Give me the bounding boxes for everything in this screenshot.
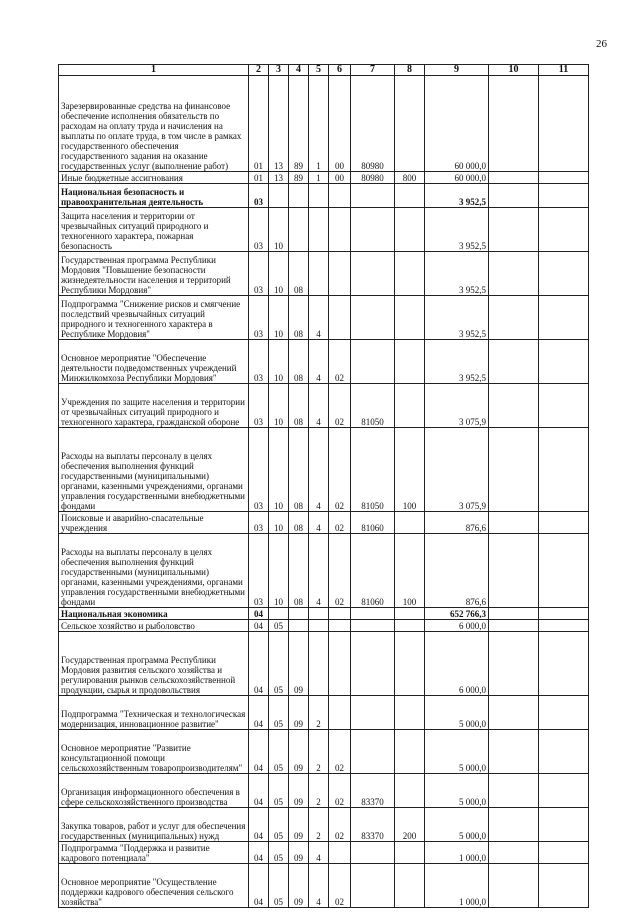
table-row [59,730,589,774]
row-description: Основное мероприятие "Осуществление поддержки кадрового обеспечения сельского хозяйства" [59,864,249,908]
row-code-c5 [309,620,329,632]
row-code-c3: 05 [269,696,289,730]
row-amount: 5 000,0 [425,808,489,842]
table-row [59,208,589,252]
row-code-c3: 10 [269,512,289,534]
row-code-c8 [395,208,425,252]
row-code-c2: 04 [249,808,269,842]
row-code-c2: 03 [249,296,269,340]
row-code-c4: 08 [289,296,309,340]
row-code-c2: 03 [249,384,269,428]
row-code-c3: 13 [269,76,289,172]
table-row [59,384,589,428]
row-empty-col11 [539,512,589,534]
row-empty-col10 [489,534,539,608]
row-empty-col10 [489,296,539,340]
row-code-c3: 05 [269,730,289,774]
row-empty-col11 [539,620,589,632]
column-header: 9 [425,65,489,76]
row-code-c5 [309,184,329,208]
row-code-c3: 05 [269,842,289,864]
table-row [59,172,589,184]
table-row [59,184,589,208]
table-row [59,608,589,620]
row-amount: 5 000,0 [425,730,489,774]
table-row [59,696,589,730]
row-description: Расходы на выплаты персоналу в целях обеспечения выполнения функций государственными (муниципальными) органами, казенными учреждениями, органами управления государственными внебюджетными фондами [59,428,249,512]
row-code-c5 [309,608,329,620]
row-code-c4 [289,184,309,208]
table-row [59,512,589,534]
row-code-c2: 03 [249,208,269,252]
table-row [59,76,589,172]
row-code-c6 [329,608,351,620]
row-empty-col10 [489,864,539,908]
row-amount: 60 000,0 [425,76,489,172]
row-amount: 5 000,0 [425,696,489,730]
row-code-c8 [395,296,425,340]
row-code-c8 [395,252,425,296]
row-empty-col11 [539,608,589,620]
row-empty-col10 [489,184,539,208]
row-code-c5: 4 [309,428,329,512]
row-code-c8: 100 [395,534,425,608]
row-code-c7 [351,632,395,696]
row-code-c4: 09 [289,808,309,842]
row-code-c2: 03 [249,512,269,534]
row-description: Учреждения по защите населения и территории от чрезвычайных ситуаций природного и техногенного характера, гражданской обороне [59,384,249,428]
row-code-c3: 10 [269,340,289,384]
row-description: Подпрограмма "Поддержка и развитие кадрового потенциала" [59,842,249,864]
row-code-c4: 09 [289,842,309,864]
row-code-c4 [289,608,309,620]
row-code-c5: 4 [309,534,329,608]
row-code-c7: 81060 [351,534,395,608]
row-empty-col11 [539,384,589,428]
row-code-c5 [309,208,329,252]
row-empty-col10 [489,208,539,252]
row-amount: 5 000,0 [425,774,489,808]
row-amount: 6 000,0 [425,620,489,632]
table-row [59,808,589,842]
row-empty-col10 [489,76,539,172]
row-code-c6: 02 [329,384,351,428]
row-code-c5: 2 [309,696,329,730]
row-empty-col11 [539,428,589,512]
column-header: 11 [539,65,589,76]
row-code-c2: 03 [249,534,269,608]
row-empty-col10 [489,252,539,296]
row-code-c8 [395,696,425,730]
row-code-c5 [309,632,329,696]
row-code-c4: 08 [289,534,309,608]
row-code-c6: 02 [329,730,351,774]
row-description: Подпрограмма "Снижение рисков и смягчение последствий чрезвычайных ситуаций природного и техногенного характера в Республике Мордовия" [59,296,249,340]
row-code-c5: 2 [309,774,329,808]
row-code-c2: 01 [249,172,269,184]
row-code-c8 [395,842,425,864]
column-header: 5 [309,65,329,76]
row-code-c7 [351,252,395,296]
row-empty-col11 [539,696,589,730]
row-code-c3: 10 [269,252,289,296]
row-empty-col10 [489,172,539,184]
row-code-c2: 04 [249,696,269,730]
row-code-c5: 4 [309,512,329,534]
row-code-c4 [289,620,309,632]
row-empty-col10 [489,512,539,534]
row-code-c7 [351,608,395,620]
row-code-c3: 10 [269,208,289,252]
table-row [59,296,589,340]
table-row [59,340,589,384]
row-code-c5: 4 [309,340,329,384]
row-code-c7: 83370 [351,774,395,808]
row-empty-col10 [489,730,539,774]
header-row [59,65,589,76]
row-code-c4: 09 [289,730,309,774]
row-empty-col10 [489,608,539,620]
row-amount: 876,6 [425,512,489,534]
row-code-c4: 08 [289,340,309,384]
row-amount: 3 075,9 [425,428,489,512]
row-amount: 1 000,0 [425,842,489,864]
row-description: Основное мероприятие "Развитие консультационной помощи сельскохозяйственным товаропроизводителям" [59,730,249,774]
row-code-c8 [395,730,425,774]
row-empty-col11 [539,172,589,184]
row-description: Государственная программа Республики Мордовия развития сельского хозяйства и регулирования рынков сельскохозяйственной продукции, сырья и продовольствия [59,632,249,696]
row-amount: 652 766,3 [425,608,489,620]
row-code-c2: 04 [249,842,269,864]
row-code-c6 [329,696,351,730]
row-code-c6 [329,620,351,632]
row-code-c7 [351,620,395,632]
row-code-c4: 09 [289,696,309,730]
row-code-c8 [395,608,425,620]
row-code-c5: 4 [309,864,329,908]
row-code-c3: 05 [269,864,289,908]
row-amount: 3 952,5 [425,340,489,384]
row-description: Государственная программа Республики Мордовия "Повышение безопасности жизнедеятельности населения и территорий Республики Мордовия" [59,252,249,296]
row-code-c2: 04 [249,730,269,774]
row-code-c8 [395,774,425,808]
row-code-c7 [351,184,395,208]
row-code-c7: 80980 [351,76,395,172]
row-empty-col11 [539,208,589,252]
row-code-c4: 89 [289,172,309,184]
row-code-c8 [395,632,425,696]
row-description: Основное мероприятие "Обеспечение деятельности подведомственных учреждений Минжилкомхоза Республики Мордовия" [59,340,249,384]
row-code-c3: 05 [269,620,289,632]
row-code-c2: 03 [249,428,269,512]
row-code-c8: 100 [395,428,425,512]
row-empty-col10 [489,620,539,632]
row-empty-col10 [489,696,539,730]
row-description: Национальная безопасность и правоохранительная деятельность [59,184,249,208]
row-code-c2: 03 [249,340,269,384]
row-code-c7: 80980 [351,172,395,184]
row-code-c2: 04 [249,774,269,808]
row-code-c6 [329,632,351,696]
row-description: Расходы на выплаты персоналу в целях обеспечения выполнения функций государственными (муниципальными) органами, казенными учреждениями, органами управления государственными внебюджетными фондами [59,534,249,608]
row-empty-col11 [539,632,589,696]
row-code-c8 [395,864,425,908]
row-description: Защита населения и территории от чрезвычайных ситуаций природного и техногенного характера, пожарная безопасность [59,208,249,252]
row-code-c2: 03 [249,252,269,296]
row-code-c8 [395,620,425,632]
table-body [59,76,589,908]
row-code-c4: 08 [289,384,309,428]
table-row [59,534,589,608]
column-header: 1 [59,65,249,76]
row-code-c7: 81060 [351,512,395,534]
table-row [59,864,589,908]
row-description: Организация информационного обеспечения в сфере сельскохозяйственного производства [59,774,249,808]
row-code-c7 [351,208,395,252]
row-empty-col10 [489,808,539,842]
row-description: Сельское хозяйство и рыболовство [59,620,249,632]
row-code-c6 [329,208,351,252]
column-header: 3 [269,65,289,76]
row-description: Поисковые и аварийно-спасательные учреждения [59,512,249,534]
row-code-c8 [395,76,425,172]
row-code-c6: 02 [329,428,351,512]
budget-table [58,64,589,908]
row-code-c6: 02 [329,808,351,842]
row-code-c3 [269,608,289,620]
row-code-c7 [351,730,395,774]
row-code-c7: 81050 [351,384,395,428]
row-code-c2: 04 [249,632,269,696]
row-code-c5 [309,252,329,296]
row-code-c8 [395,340,425,384]
row-code-c5: 1 [309,76,329,172]
table-row [59,252,589,296]
page-number: 26 [596,38,607,50]
row-code-c7 [351,864,395,908]
row-code-c3: 10 [269,296,289,340]
row-empty-col11 [539,296,589,340]
row-amount: 3 952,5 [425,296,489,340]
row-empty-col10 [489,428,539,512]
column-header: 8 [395,65,425,76]
row-code-c6: 02 [329,774,351,808]
row-empty-col10 [489,340,539,384]
row-code-c6: 02 [329,534,351,608]
column-header: 7 [351,65,395,76]
row-empty-col11 [539,842,589,864]
row-code-c4: 09 [289,774,309,808]
row-code-c6 [329,842,351,864]
row-code-c2: 04 [249,620,269,632]
row-code-c5: 1 [309,172,329,184]
row-empty-col11 [539,252,589,296]
row-code-c4: 08 [289,252,309,296]
row-code-c5: 4 [309,296,329,340]
row-description: Национальная экономика [59,608,249,620]
row-code-c4: 08 [289,428,309,512]
row-empty-col10 [489,632,539,696]
row-code-c8 [395,384,425,428]
row-description: Зарезервированные средства на финансовое обеспечение исполнения обязательств по расходам на оплату труда и начисления на выплаты по оплате труда, в том числе в рамках государственного обеспечения государственного задания на оказание государственных услуг (выполнение работ) [59,76,249,172]
row-empty-col11 [539,76,589,172]
table-row [59,620,589,632]
table-row [59,842,589,864]
row-code-c4: 08 [289,512,309,534]
row-code-c6: 00 [329,76,351,172]
column-header: 10 [489,65,539,76]
row-amount: 3 075,9 [425,384,489,428]
column-header: 2 [249,65,269,76]
row-code-c3: 13 [269,172,289,184]
row-code-c3: 10 [269,534,289,608]
table-row [59,632,589,696]
row-empty-col11 [539,864,589,908]
row-code-c6: 02 [329,864,351,908]
row-empty-col11 [539,774,589,808]
row-code-c2: 01 [249,76,269,172]
table-row [59,428,589,512]
row-empty-col10 [489,384,539,428]
row-code-c6 [329,184,351,208]
row-code-c3: 10 [269,428,289,512]
row-code-c6: 02 [329,340,351,384]
row-amount: 6 000,0 [425,632,489,696]
row-amount: 3 952,5 [425,252,489,296]
column-header: 6 [329,65,351,76]
row-code-c3 [269,184,289,208]
row-code-c3: 05 [269,774,289,808]
row-amount: 3 952,5 [425,184,489,208]
row-description: Подпрограмма "Техническая и технологическая модернизация, инновационное развитие" [59,696,249,730]
row-description: Иные бюджетные ассигнования [59,172,249,184]
row-code-c4: 09 [289,864,309,908]
row-code-c3: 10 [269,384,289,428]
row-code-c2: 04 [249,608,269,620]
row-description: Закупка товаров, работ и услуг для обеспечения государственных (муниципальных) нужд [59,808,249,842]
row-code-c7 [351,696,395,730]
row-code-c8 [395,184,425,208]
table-row [59,774,589,808]
row-code-c6 [329,296,351,340]
row-empty-col11 [539,340,589,384]
row-code-c3: 05 [269,808,289,842]
row-code-c6: 02 [329,512,351,534]
row-code-c3: 05 [269,632,289,696]
row-amount: 876,6 [425,534,489,608]
row-code-c5: 2 [309,730,329,774]
row-code-c6 [329,252,351,296]
row-code-c6: 00 [329,172,351,184]
row-code-c4 [289,208,309,252]
row-amount: 1 000,0 [425,864,489,908]
row-code-c7: 83370 [351,808,395,842]
row-empty-col11 [539,808,589,842]
row-code-c2: 03 [249,184,269,208]
column-header: 4 [289,65,309,76]
row-amount: 60 000,0 [425,172,489,184]
row-code-c8: 200 [395,808,425,842]
row-code-c4: 09 [289,632,309,696]
row-empty-col11 [539,534,589,608]
row-amount: 3 952,5 [425,208,489,252]
row-code-c5: 4 [309,384,329,428]
row-code-c7: 81050 [351,428,395,512]
row-code-c7 [351,296,395,340]
row-code-c5: 2 [309,808,329,842]
row-code-c7 [351,842,395,864]
row-code-c4: 89 [289,76,309,172]
row-empty-col10 [489,774,539,808]
row-code-c8 [395,512,425,534]
row-code-c7 [351,340,395,384]
row-empty-col11 [539,730,589,774]
row-empty-col11 [539,184,589,208]
row-code-c5: 4 [309,842,329,864]
row-empty-col10 [489,842,539,864]
row-code-c2: 04 [249,864,269,908]
row-code-c8: 800 [395,172,425,184]
